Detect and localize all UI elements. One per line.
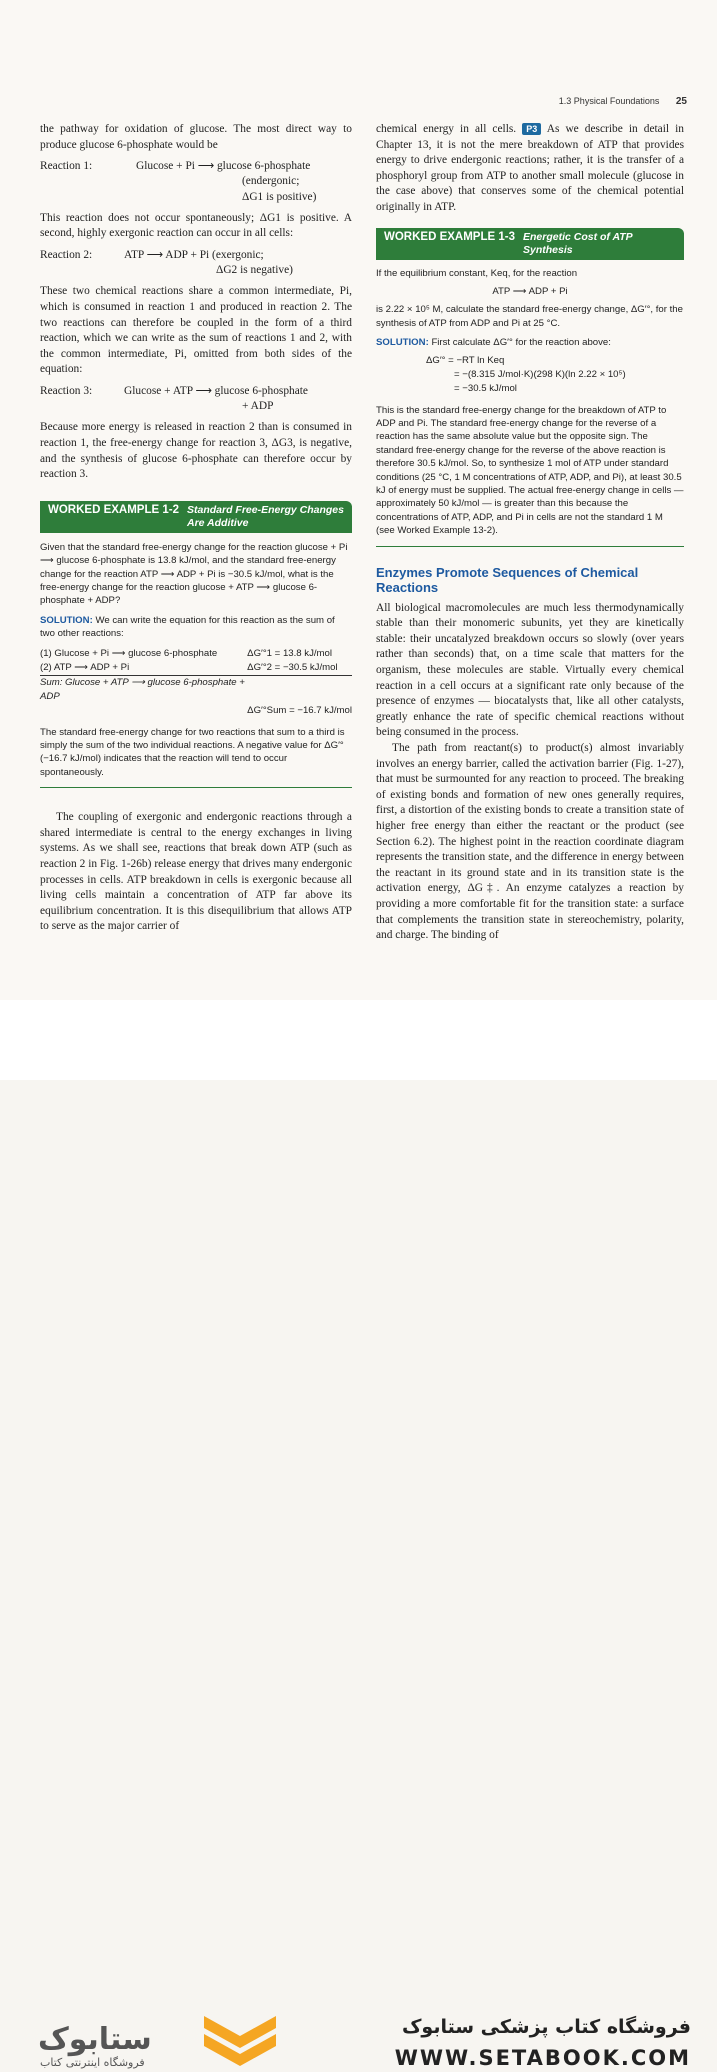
paragraph: Because more energy is released in reaction 2 than is consumed in reaction 1, the free-energy change for reaction 3, ΔG3, is negative, and the synthesis of glucose 6-phosphate can therefore occur by reaction 3.: [40, 421, 352, 481]
paragraph: This reaction does not occur spontaneously; ΔG1 is positive. A second, highly exergonic reaction can occur in all cells:: [40, 211, 352, 240]
reaction-3: [40, 384, 352, 414]
reaction-3-equation: Glucose + ATP ⟶ glucose 6-phosphate: [124, 384, 308, 397]
worked-example-1-2: [40, 501, 352, 788]
page-number: 25: [675, 96, 687, 107]
paragraph: These two chemical reactions share a common intermediate, Pi, which is consumed in reaction 1 and produced in reaction 2. The two reactions can therefore be coupled in the form of a third reaction, which we can write as the sum of reactions 1 and 2, with the common intermediate, Pi, omitted from both sides of the equation:: [40, 285, 352, 376]
equation-sum: Sum: Glucose + ATP ⟶ glucose 6-phosphate + ADP: [40, 676, 245, 702]
book-page: [0, 0, 717, 1000]
reaction-2: [40, 248, 352, 278]
worked-example-question: If the equilibrium constant, Keq, for the reaction: [376, 267, 578, 279]
store-url[interactable]: WWW.SETABOOK.COM: [394, 2046, 691, 2070]
store-name: فروشگاه کتاب پزشکی ستابوک: [401, 2016, 691, 2038]
reaction-1-label: Reaction 1:: [40, 160, 93, 173]
reaction-3-note: + ADP: [242, 400, 274, 413]
worked-example-number: WORKED EXAMPLE 1-3: [384, 230, 515, 243]
worked-example-number: WORKED EXAMPLE 1-2: [48, 503, 179, 516]
paragraph: All biological macromolecules are much less thermodynamically stable than their monomeric subunits, yet they are kinetically stable: their uncatalyzed breakdown occurs so slowly (over years rather than seconds) that, on a time scale that matters for the organism, these molecules are stable. Virtually every chemical reaction in a cell occurs at a significant rate only because of the presence of enzymes — biocatalysts that, like all other catalysts, greatly enhance the rate of specific chemical reactions without being consumed in the process.: [376, 601, 684, 739]
reaction-2-note: ΔG2 is negative): [216, 264, 293, 277]
bookstore-logo-icon: [200, 2010, 280, 2072]
worked-example-answer: This is the standard free-energy change for the breakdown of ATP to ADP and Pi. The standard free-energy change for the reverse of a reaction has the same absolute value but the opposite sign. The standard free-energy change for the reverse of the above reaction is therefore 30.5 kJ/mol. So, to synthesize 1 mol of ATP under standard conditions (25 °C, 1 M concentrations of ATP, ADP, and Pi), at least 30.5 kJ of energy must be supplied. The actual free-energy change in cells — approximately 50 kJ/mol — is greater than this because the concentrations of ATP, ADP, and Pi in cells are not the standard 1 M (see Worked Example 13-2).: [376, 404, 684, 537]
logo-subtitle: فروشگاه اینترنتی کتاب: [40, 2056, 145, 2069]
equation-2-value: ΔG′°2 = −30.5 kJ/mol: [247, 661, 352, 676]
paragraph-start: chemical energy in all cells.: [376, 123, 517, 135]
running-head: [559, 96, 687, 107]
worked-example-question-2: is 2.22 × 10⁵ M, calculate the standard free-energy change, ΔG′°, for the synthesis of ATP from ADP and Pi at 25 °C.: [376, 304, 683, 329]
calculation-line: ΔG′° = −RT ln Keq: [426, 354, 505, 366]
equation-sum-block: [40, 647, 352, 718]
logo-wordmark: ستابوک: [38, 2022, 152, 2057]
reaction-1: [40, 159, 352, 205]
equation-2: (2) ATP ⟶ ADP + Pi: [40, 661, 247, 676]
reaction-3-label: Reaction 3:: [40, 384, 93, 397]
calculation-line: = −30.5 kJ/mol: [454, 382, 517, 394]
store-footer: [0, 1000, 717, 2070]
solution-text: First calculate ΔG′° for the reaction above:: [431, 337, 611, 349]
worked-example-1-3: [376, 228, 684, 547]
worked-example-banner: [376, 228, 684, 260]
right-column: [376, 122, 684, 944]
reaction-1-note-2: ΔG1 is positive): [242, 190, 317, 203]
equation-1: (1) Glucose + Pi ⟶ glucose 6-phosphate: [40, 647, 218, 659]
solution-text: We can write the equation for this reaction as the sum of two other reactions:: [40, 614, 335, 640]
reaction-1-equation: Glucose + Pi ⟶ glucose 6-phosphate: [136, 160, 311, 173]
reaction-2-label: Reaction 2:: [40, 248, 93, 261]
reaction-2-equation: ATP ⟶ ADP + Pi (exergonic;: [124, 248, 264, 261]
section-title: 1.3 Physical Foundations: [558, 96, 660, 106]
reaction-1-note: (endergonic;: [242, 175, 300, 188]
principle-badge: P3: [522, 123, 541, 135]
paragraph: The coupling of exergonic and endergonic reactions through a shared intermediate is central to the energy exchanges in living systems. As we shall see, reactions that break down ATP (such as reaction 2 in Fig. 1-26b) release energy that drives many endergonic processes in cells. ATP breakdown in cells is exergonic because all living cells maintain a concentration of ATP far above its equilibrium concentration. It is this disequilibrium that allows ATP to serve as the major carrier of: [40, 811, 352, 933]
equation-sum-value: ΔG′°Sum = −16.7 kJ/mol: [247, 704, 352, 716]
worked-example-banner: [40, 501, 352, 533]
left-column: [40, 122, 352, 935]
solution-label: SOLUTION:: [40, 614, 93, 626]
section-heading: Enzymes Promote Sequences of Chemical Reactions: [376, 564, 639, 595]
paragraph: The path from reactant(s) to product(s) almost invariably involves an energy barrier, called the activation barrier (Fig. 1-27), that must be surmounted for any reaction to proceed. The breaking of existing bonds and formation of new ones generally requires, first, a distortion of the existing bonds to create a transition state of higher free energy than either the reactant or the product (see Section 6.2). The highest point in the reaction coordinate diagram represents the transition state, and the difference in energy between the reactant in its ground state and in its transition state is the activation energy, ΔG‡. An enzyme catalyzes a reaction by providing a more comfortable fit for the transition state: a surface that complements the transition state in stereochemistry, polarity, and charge. The binding of: [376, 742, 684, 942]
worked-example-title: Energetic Cost of ATP Synthesis: [523, 230, 633, 256]
paragraph-cont: As we describe in detail in Chapter 13, it is not the mere breakdown of ATP that provides energy to drive endergonic reactions; rather, it is the transfer of a phosphoryl group from ATP to another small molecule (glucose in the case above) that conserves some of the chemical potential originally in ATP.: [376, 123, 685, 213]
solution-label: SOLUTION:: [376, 337, 429, 349]
question-equation: ATP ⟶ ADP + Pi: [492, 285, 568, 297]
worked-example-question: Given that the standard free-energy change for the reaction glucose + Pi ⟶ glucose 6-phosphate is 13.8 kJ/mol, and the standard free-energy change for the reaction ATP ⟶ ADP + Pi is −30.5 kJ/mol, what is the free-energy change for the reaction glucose + ATP ⟶ glucose 6-phosphate + ADP?: [40, 541, 348, 607]
worked-example-conclusion: The standard free-energy change for two reactions that sum to a third is simply the sum of the two individual reactions. A negative value for ΔG′° (−16.7 kJ/mol) indicates that the reaction will tend to occur spontaneously.: [40, 726, 345, 778]
calculation-line: = −(8.315 J/mol·K)(298 K)(ln 2.22 × 10⁵): [454, 368, 626, 380]
worked-example-title: Standard Free-Energy Changes Are Additive: [187, 503, 344, 529]
calculation-block: [376, 354, 684, 396]
equation-1-value: ΔG′°1 = 13.8 kJ/mol: [247, 647, 333, 659]
intro-paragraph: the pathway for oxidation of glucose. The most direct way to produce glucose 6-phosphate would be: [40, 123, 352, 151]
